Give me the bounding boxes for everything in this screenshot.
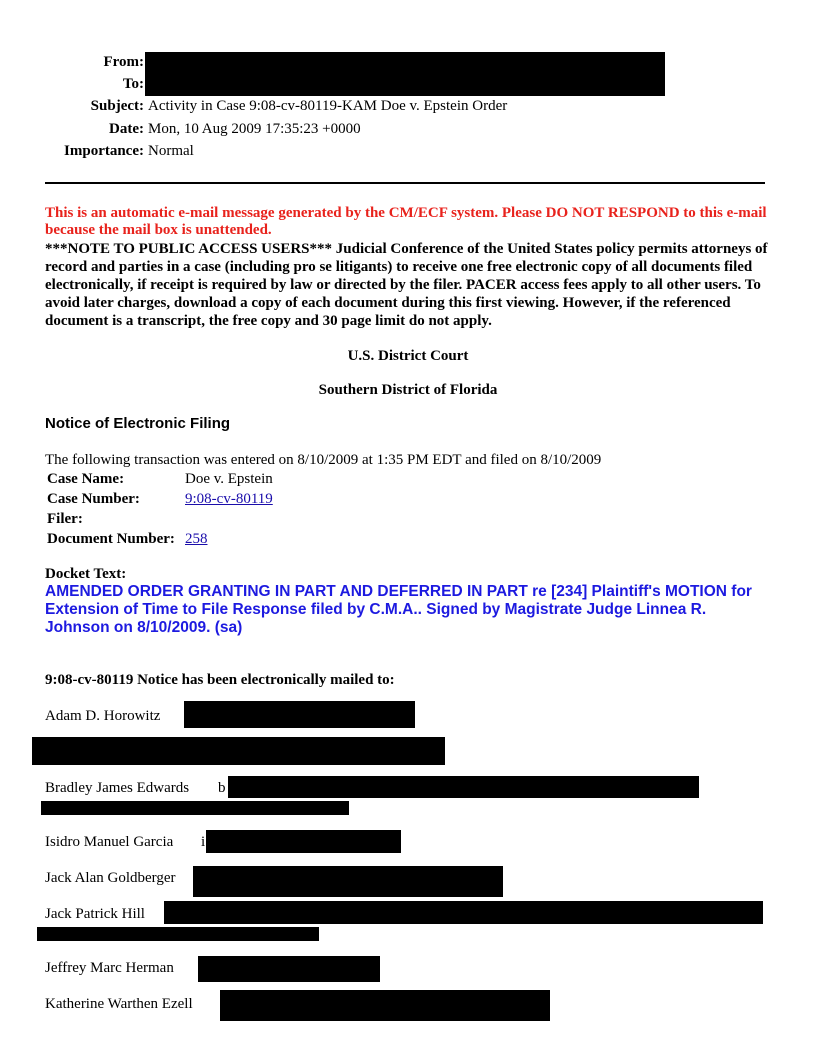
case-number-link[interactable]: 9:08-cv-80119 [185, 491, 273, 507]
recipient-name: Jeffrey Marc Herman [45, 960, 174, 976]
subject-label: Subject: [90, 98, 144, 114]
recipient-name: Adam D. Horowitz [45, 708, 161, 724]
importance-label: Importance: [64, 143, 144, 159]
date-value: Mon, 10 Aug 2009 17:35:23 +0000 [148, 121, 361, 137]
court-name: U.S. District Court [347, 348, 469, 364]
email-redaction [41, 801, 349, 815]
recipient-name: Isidro Manuel Garcia [45, 834, 174, 850]
document-number-link[interactable]: 258 [185, 531, 208, 547]
mailed-heading: 9:08-cv-80119 Notice has been electronically mailed to: [45, 672, 395, 688]
case-number-label: Case Number: [47, 491, 140, 507]
email-redaction [32, 737, 445, 765]
transaction-text: The following transaction was entered on 8/10/2009 at 1:35 PM EDT and filed on 8/10/2009 [45, 452, 602, 468]
header-divider [45, 182, 765, 184]
email-redaction [198, 956, 380, 982]
filer-label: Filer: [47, 511, 83, 527]
email-redaction [184, 701, 415, 728]
recipient-name: Bradley James Edwards [45, 780, 190, 796]
from-to-redaction [145, 52, 665, 96]
case-name-label: Case Name: [47, 471, 125, 487]
email-redaction [193, 866, 503, 897]
recipient-email-stub: b [218, 780, 226, 796]
email-redaction [206, 830, 401, 853]
subject-value: Activity in Case 9:08-cv-80119-KAM Doe v. Epstein Order [148, 98, 508, 114]
nef-title: Notice of Electronic Filing [45, 415, 231, 432]
auto-message: This is an automatic e-mail message generated by the CM/ECF system. Please DO NOT RESPOND to this e-mail because the mail box is unattended. [45, 205, 767, 238]
email-redaction [228, 776, 699, 798]
document-number-label: Document Number: [47, 531, 175, 547]
court-district: Southern District of Florida [318, 382, 498, 398]
recipient-name: Jack Alan Goldberger [45, 870, 176, 886]
from-label: From: [103, 54, 144, 70]
case-name-value: Doe v. Epstein [185, 471, 273, 487]
email-redaction [37, 927, 319, 941]
recipient-name: Katherine Warthen Ezell [45, 996, 193, 1012]
to-label: To: [122, 76, 144, 92]
email-redaction [164, 901, 763, 924]
docket-text-label: Docket Text: [45, 566, 127, 582]
email-redaction [220, 990, 550, 1021]
recipient-name: Jack Patrick Hill [45, 906, 145, 922]
public-access-note: ***NOTE TO PUBLIC ACCESS USERS*** Judicial Conference of the United States policy permits attorneys of record and parties in a case (including pro se litigants) to receive one free electronic copy of all documents filed electronically, if receipt is required by law or directed by the filer. PACER access fees apply to all other users. To avoid later charges, download a copy of each document during this first viewing. However, if the referenced document is a transcript, the free copy and 30 page limit do not apply. [45, 241, 768, 329]
date-label: Date: [109, 121, 144, 137]
docket-text: AMENDED ORDER GRANTING IN PART AND DEFERRED IN PART re [234] Plaintiff's MOTION for Extension of Time to File Response filed by C.M.A.. Signed by Magistrate Judge Linnea R. Johnson on 8/10/2009. (sa) [45, 583, 752, 636]
importance-value: Normal [148, 143, 194, 159]
recipient-email-stub: i [201, 834, 206, 850]
